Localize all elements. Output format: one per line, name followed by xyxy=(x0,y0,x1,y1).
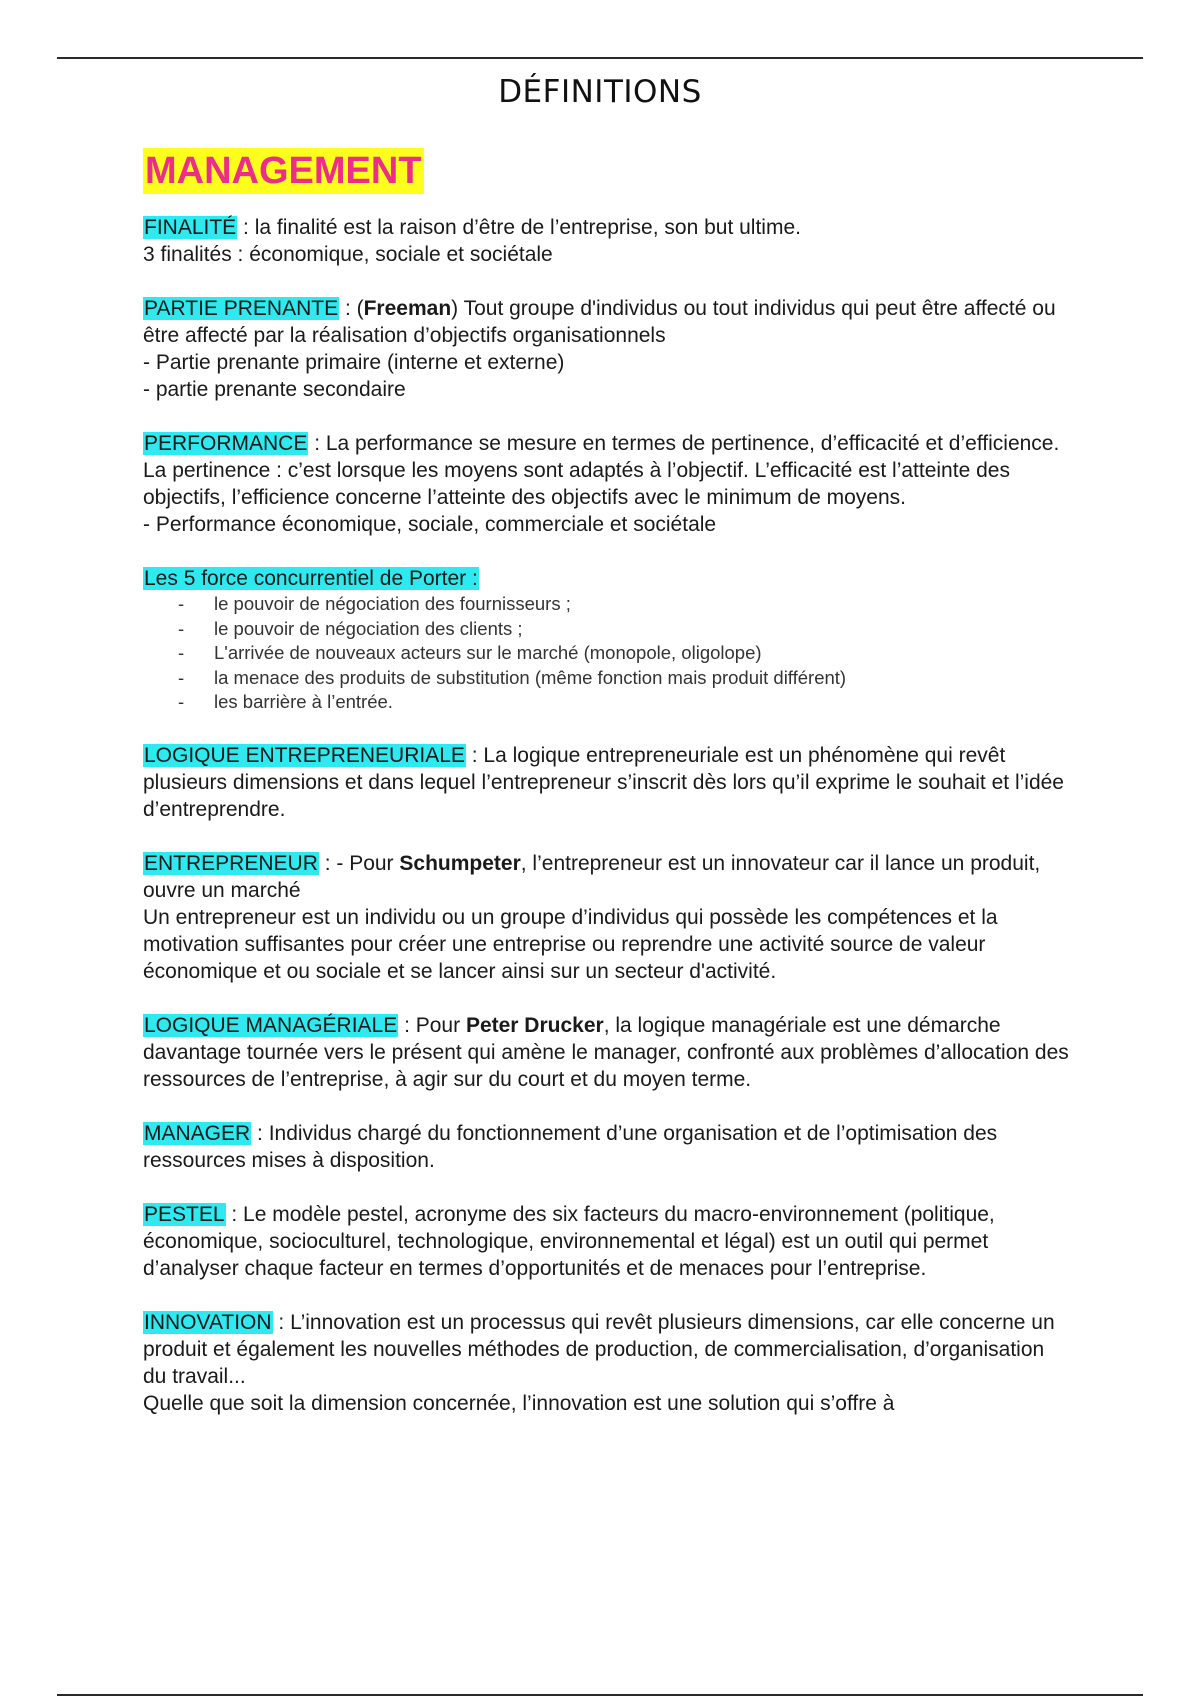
author-name: Schumpeter xyxy=(399,851,521,875)
definition-text: ) Tout groupe d'individus ou tout individus qui peut être affecté ou être affecté par la réalisation d’objectifs organisationnels xyxy=(143,297,1056,347)
definition-text: : L’innovation est un processus qui revêt plusieurs dimensions, car elle concerne un produit et également les nouvelles méthodes de production, de commercialisation, d’organisation du travail... xyxy=(143,1310,1055,1388)
definition-text: - partie prenante secondaire xyxy=(143,378,406,401)
definition-text: Un entrepreneur est un individu ou un groupe d’individus qui possède les compétences et la motivation suffisantes pour créer une entreprise ou reprendre une activité source de valeur économique et ou sociale et se lancer ainsi sur un secteur d'activité. xyxy=(143,905,998,983)
page-content xyxy=(143,148,1073,1444)
term-highlight: LOGIQUE MANAGÉRIALE xyxy=(144,1013,398,1037)
definition-text: : - Pour xyxy=(318,851,400,875)
definition-text: : Pour xyxy=(398,1013,466,1037)
definition-performance xyxy=(143,430,1073,538)
section-heading: MANAGEMENT xyxy=(145,150,422,192)
definition-text: , la logique managériale est une démarche davantage tournée vers le présent qui amène le manager, confronté aux problèmes d’allocation des ressources de l’entreprise, à agir sur du court et du moyen terme. xyxy=(143,1013,1069,1091)
definition-text: : La logique entrepreneuriale est un phénomène qui revêt plusieurs dimensions et dans lequel l’entrepreneur s’inscrit dès lors qu’il exprime le souhait et l’idée d’entreprendre. xyxy=(143,743,1064,821)
document-title: DÉFINITIONS xyxy=(498,74,702,110)
list-item: - la menace des produits de substitution (même fonction mais produit différent) xyxy=(178,666,1073,691)
author-name: Peter Drucker xyxy=(465,1013,604,1037)
definition-text: - Partie prenante primaire (interne et externe) xyxy=(143,351,565,374)
term-highlight: PARTIE PRENANTE xyxy=(144,297,339,320)
definition-text: : Le modèle pestel, acronyme des six facteurs du macro-environnement (politique, économique, socioculturel, technologique, environnemental et légal) est un outil qui permet d’analyser chaque facteur en termes d’opportunités et de menaces pour l’entreprise. xyxy=(143,1202,995,1280)
definition-porter xyxy=(143,565,1073,715)
author-name: Freeman xyxy=(363,297,452,320)
term-highlight: LOGIQUE ENTREPRENEURIALE xyxy=(144,743,465,767)
definition-text: , l’entrepreneur est un innovateur car il lance un produit, ouvre un marché xyxy=(143,851,1041,902)
definition-partie-prenante xyxy=(143,295,1073,403)
term-highlight: Les 5 force concurrentiel de Porter : xyxy=(144,567,478,590)
porter-forces-list xyxy=(143,592,1073,715)
bottom-rule xyxy=(57,1694,1143,1696)
top-rule xyxy=(57,57,1143,59)
definition-logique-manageriale xyxy=(143,1012,1073,1093)
term-highlight: FINALITÉ xyxy=(144,216,237,239)
definition-text: 3 finalités : économique, sociale et sociétale xyxy=(143,243,553,266)
definition-pestel xyxy=(143,1201,1073,1282)
list-item: - le pouvoir de négociation des clients ; xyxy=(178,617,1073,642)
definition-text: : Individus chargé du fonctionnement d’une organisation et de l’optimisation des ressources mises à disposition. xyxy=(143,1121,998,1172)
definition-innovation xyxy=(143,1309,1073,1417)
definition-text: Quelle que soit la dimension concernée, l’innovation est une solution qui s’offre à xyxy=(143,1391,895,1415)
definition-text: : la finalité est la raison d’être de l’entreprise, son but ultime. xyxy=(237,216,801,239)
term-highlight: PERFORMANCE xyxy=(144,432,308,455)
list-item: - les barrière à l’entrée. xyxy=(178,690,1073,715)
definition-manager xyxy=(143,1120,1073,1174)
list-item: - le pouvoir de négociation des fournisseurs ; xyxy=(178,592,1073,617)
term-highlight: PESTEL xyxy=(144,1202,225,1226)
definition-text: : La performance se mesure en termes de pertinence, d’efficacité et d’efficience. La pertinence : c’est lorsque les moyens sont adaptés à l’objectif. L’efficacité est l’atteinte des objectifs, l’efficience concerne l’atteinte des objectifs avec le minimum de moyens. xyxy=(143,432,1060,509)
term-highlight: MANAGER xyxy=(144,1121,251,1145)
definition-text: : ( xyxy=(339,297,364,320)
definition-text: - Performance économique, sociale, commerciale et sociétale xyxy=(143,513,717,536)
definition-list xyxy=(143,214,1073,1417)
definition-finalite xyxy=(143,214,1073,268)
definition-logique-entrepreneuriale xyxy=(143,742,1073,823)
list-item: - L'arrivée de nouveaux acteurs sur le marché (monopole, oligolope) xyxy=(178,641,1073,666)
definition-entrepreneur xyxy=(143,850,1073,985)
term-highlight: INNOVATION xyxy=(144,1310,272,1334)
term-highlight: ENTREPRENEUR xyxy=(144,851,318,875)
